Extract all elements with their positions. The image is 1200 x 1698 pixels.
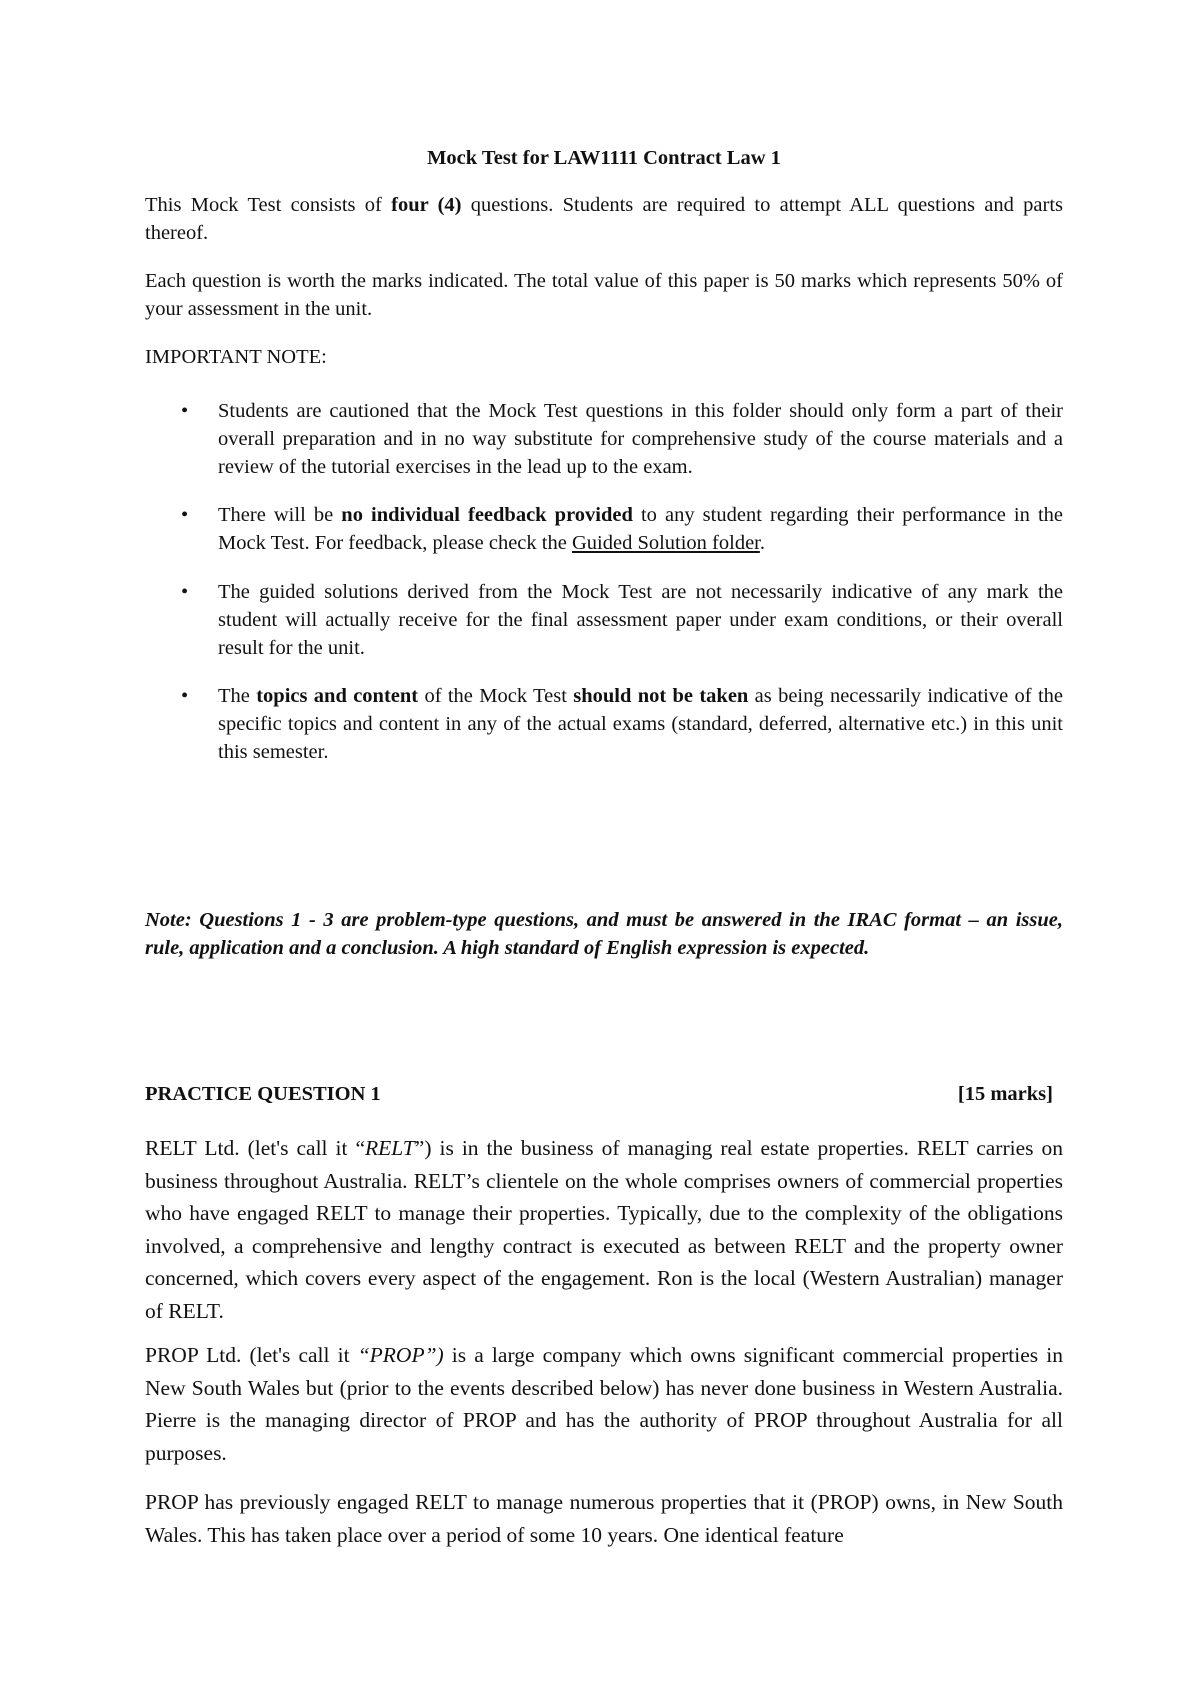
bullet-text: The guided solutions derived from the Mock Test are not necessarily indicative of any mark the student will actually receive for the final assessment paper under exam conditions, or their overall result for the unit. bbox=[218, 581, 1063, 659]
irac-note: Note: Questions 1 - 3 are problem-type questions, and must be answered in the IRAC format – an issue, rule, application and a conclusion. A high standard of English expression is expected. bbox=[145, 909, 1063, 959]
bullet-text: Students are cautioned that the Mock Test questions in this folder should only form a part of their overall preparation and in no way substitute for comprehensive study of the course materials and a review of the tutorial exercises in the lead up to the exam. bbox=[218, 400, 1063, 478]
bullet-icon: • bbox=[181, 581, 189, 603]
intro-paragraph-2: Each question is worth the marks indicated. The total value of this paper is 50 marks which represents 50% of your assessment in the unit. bbox=[145, 270, 1063, 320]
question-1-paragraph-3: PROP has previously engaged RELT to manage numerous properties that it (PROP) owns, in New South Wales. This has taken place over a period of some 10 years. One identical feature bbox=[145, 1490, 1063, 1547]
question-1-title: PRACTICE QUESTION 1 bbox=[145, 1083, 381, 1105]
question-1-marks: [15 marks] bbox=[957, 1083, 1053, 1105]
question-1-paragraph-1: RELT Ltd. (let's call it “RELT”) is in the business of managing real estate properties. RELT carries on business throughout Australia. RELT’s clientele on the whole comprises owners of commercial properties who have engaged RELT to manage their properties. Typically, due to the complexity of the obligations involved, a comprehensive and lengthy contract is executed as between RELT and the property owner concerned, which covers every aspect of the engagement. Ron is the local (Western Australian) manager of RELT. bbox=[145, 1136, 1063, 1323]
bullet-text: There will be no individual feedback provided to any student regarding their performance in the Mock Test. For feedback, please check the Guided Solution folder. bbox=[218, 504, 1063, 554]
document-title: Mock Test for LAW1111 Contract Law 1 bbox=[427, 147, 781, 169]
important-note-label: IMPORTANT NOTE: bbox=[145, 346, 327, 368]
guided-solution-link[interactable]: Guided Solution folder bbox=[571, 532, 760, 554]
bullet-icon: • bbox=[181, 400, 189, 422]
question-1-paragraph-2: PROP Ltd. (let's call it “PROP”) is a large company which owns significant commercial properties in New South Wales but (prior to the events described below) has never done business in Western Australia. Pierre is the managing director of PROP and has the authority of PROP throughout Australia for all purposes. bbox=[145, 1343, 1063, 1465]
intro-paragraph-1: This Mock Test consists of four (4) questions. Students are required to attempt ALL questions and parts thereof. bbox=[145, 194, 1063, 244]
question-1-heading bbox=[145, 1083, 1053, 1106]
bullet-icon: • bbox=[181, 685, 189, 707]
bullet-icon: • bbox=[181, 504, 189, 526]
bullet-text: The topics and content of the Mock Test should not be taken as being necessarily indicative of the specific topics and content in any of the actual exams (standard, deferred, alternative etc.) in this unit this semester. bbox=[218, 685, 1063, 763]
